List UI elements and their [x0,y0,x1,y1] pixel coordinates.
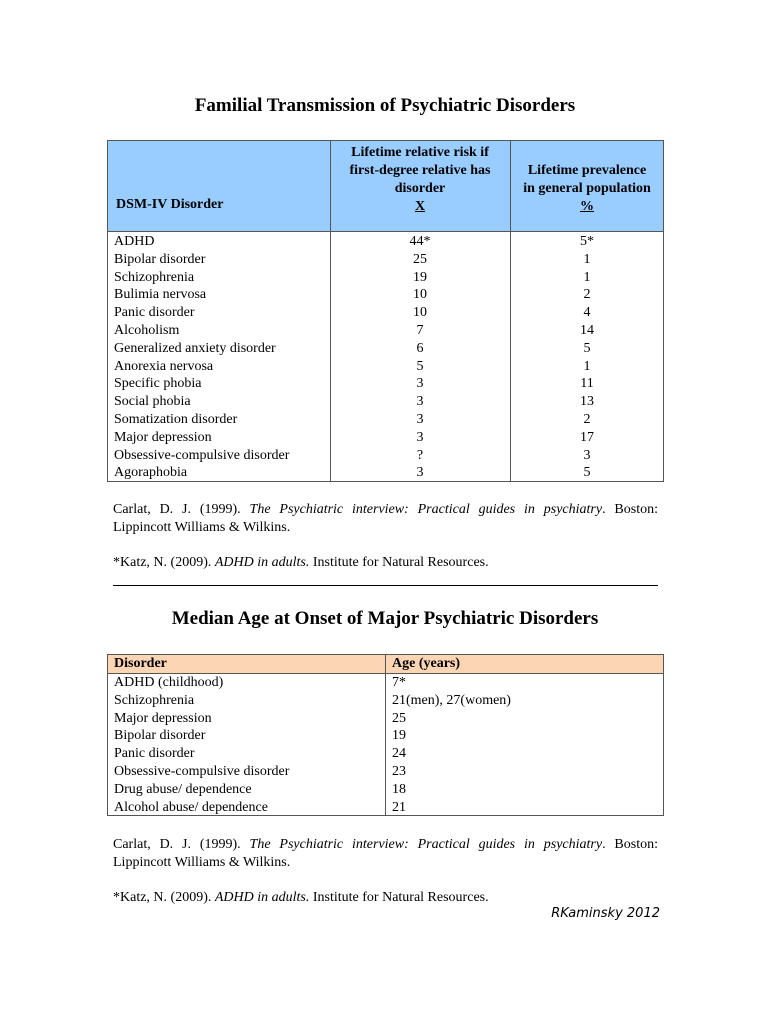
age-cell: 21 [392,799,406,815]
table-row [108,286,663,304]
header-prevalence [511,162,663,216]
disorder-cell: Alcoholism [114,322,180,338]
disorder-cell: Obsessive-compulsive disorder [114,763,290,779]
relative-risk-cell: 3 [416,411,424,427]
disorder-cell: Drug abuse/ dependence [114,781,252,797]
prevalence-cell: 1 [583,251,591,267]
citation-text: Carlat, D. J. (1999). [113,837,250,852]
prevalence-cell: 4 [583,305,591,321]
disorder-cell: Schizophrenia [114,269,195,285]
prevalence-cell: 1 [583,358,591,374]
header-prevalence-unit: % [580,199,594,214]
prevalence-cell: 3 [583,447,591,463]
header-relative-risk [330,144,510,216]
citation-text: Institute for Natural Resources. [309,890,489,905]
table2-body [108,674,663,816]
table-row [108,358,663,376]
citation-text: . Boston: Lippincott Williams & Wilkins. [113,837,658,870]
relative-risk-cell: 25 [413,251,427,267]
disorder-cell: Bipolar disorder [114,728,206,744]
table-row [108,429,663,447]
disorder-cell: Somatization disorder [114,411,238,427]
header-relative-risk-unit: X [414,199,426,214]
citation-text: . Boston: Lippincott Williams & Wilkins. [113,502,658,535]
table-row [108,710,663,728]
table-row [108,393,663,411]
relative-risk-cell: 7 [416,322,424,338]
prevalence-cell: 2 [583,411,591,427]
header-disorder: Disorder [114,656,167,671]
prevalence-cell: 1 [583,269,591,285]
relative-risk-cell: 44* [409,234,431,249]
disorder-cell: Bulimia nervosa [114,287,207,303]
age-cell: 7* [392,675,406,690]
header-relative-risk-line2: first-degree relative has [349,163,491,178]
table-row [108,411,663,429]
table-row [108,251,663,269]
disorder-cell: ADHD (childhood) [114,675,224,690]
table-row [108,447,663,465]
relative-risk-cell: 6 [416,340,424,356]
citation-text: *Katz, N. (2009). [113,890,215,905]
prevalence-cell: 5* [580,234,594,249]
disorder-cell: Panic disorder [114,746,195,762]
table-row [108,340,663,358]
citation-text: Institute for Natural Resources. [309,555,489,570]
table-row [108,763,663,781]
age-cell: 19 [392,728,406,744]
disorder-cell: Bipolar disorder [114,251,206,267]
table-row [108,269,663,287]
table-row [108,464,663,482]
relative-risk-cell: 3 [416,376,424,392]
relative-risk-cell: ? [416,447,424,463]
prevalence-cell: 2 [583,287,591,303]
citation-katz [113,554,658,572]
disorder-cell: Generalized anxiety disorder [114,340,276,356]
header-relative-risk-line1: Lifetime relative risk if [351,145,489,160]
header-age: Age (years) [392,656,461,671]
table-row [108,375,663,393]
citation-title: The Psychiatric interview: Practical guides in psychiatry [249,837,603,852]
relative-risk-cell: 3 [416,394,424,410]
relative-risk-cell: 3 [416,465,424,481]
table1-header-row [108,141,663,232]
prevalence-cell: 14 [580,322,594,338]
citation-text: Carlat, D. J. (1999). [113,502,250,517]
age-cell: 24 [392,746,406,762]
table-row [108,674,663,692]
prevalence-cell: 5 [583,465,591,481]
header-prevalence-line1: Lifetime prevalence [527,163,647,178]
table-row [108,304,663,322]
table2-title: Median Age at Onset of Major Psychiatric Disorders [171,608,599,629]
disorder-cell: Major depression [114,710,212,726]
age-cell: 23 [392,763,406,779]
disorder-cell: Social phobia [114,394,191,410]
author-signature: RKaminsky 2012 [551,906,660,921]
table1-title: Familial Transmission of Psychiatric Disorders [194,95,576,116]
disorder-cell: Anorexia nervosa [114,358,214,374]
age-cell: 21(men), 27(women) [392,692,511,708]
prevalence-cell: 5 [583,340,591,356]
table-row [108,692,663,710]
disorder-cell: Specific phobia [114,376,202,392]
header-relative-risk-line3: disorder [394,181,446,196]
table-row [108,781,663,799]
prevalence-cell: 11 [580,376,594,392]
table-row [108,745,663,763]
citation-title: The Psychiatric interview: Practical guides in psychiatry [249,502,603,517]
relative-risk-cell: 10 [413,305,427,321]
header-prevalence-line2: in general population [523,181,651,196]
citation-title: ADHD in adults. [214,555,310,570]
table-row [108,322,663,340]
citation-title: ADHD in adults. [214,890,310,905]
disorder-cell: Major depression [114,429,212,445]
table1-body [108,233,663,482]
disorder-cell: Obsessive-compulsive disorder [114,447,290,463]
relative-risk-cell: 10 [413,287,427,303]
prevalence-cell: 17 [580,429,594,445]
relative-risk-cell: 5 [416,358,424,374]
age-cell: 25 [392,710,406,726]
table-row [108,233,663,251]
relative-risk-cell: 19 [413,269,427,285]
header-dsm-disorder: DSM-IV Disorder [116,197,224,212]
familial-transmission-table [107,140,664,482]
citation-carlat [113,836,658,872]
table-row [108,727,663,745]
table-row [108,799,663,817]
disorder-cell: Panic disorder [114,305,195,321]
citation-katz [113,889,658,907]
age-cell: 18 [392,781,406,797]
section-divider [113,585,658,586]
disorder-cell: ADHD [114,234,155,249]
disorder-cell: Agoraphobia [114,465,188,481]
citation-text: *Katz, N. (2009). [113,555,215,570]
median-onset-table [107,654,664,816]
prevalence-cell: 13 [580,394,594,410]
disorder-cell: Alcohol abuse/ dependence [114,799,268,815]
relative-risk-cell: 3 [416,429,424,445]
citation-carlat [113,501,658,537]
disorder-cell: Schizophrenia [114,692,195,708]
